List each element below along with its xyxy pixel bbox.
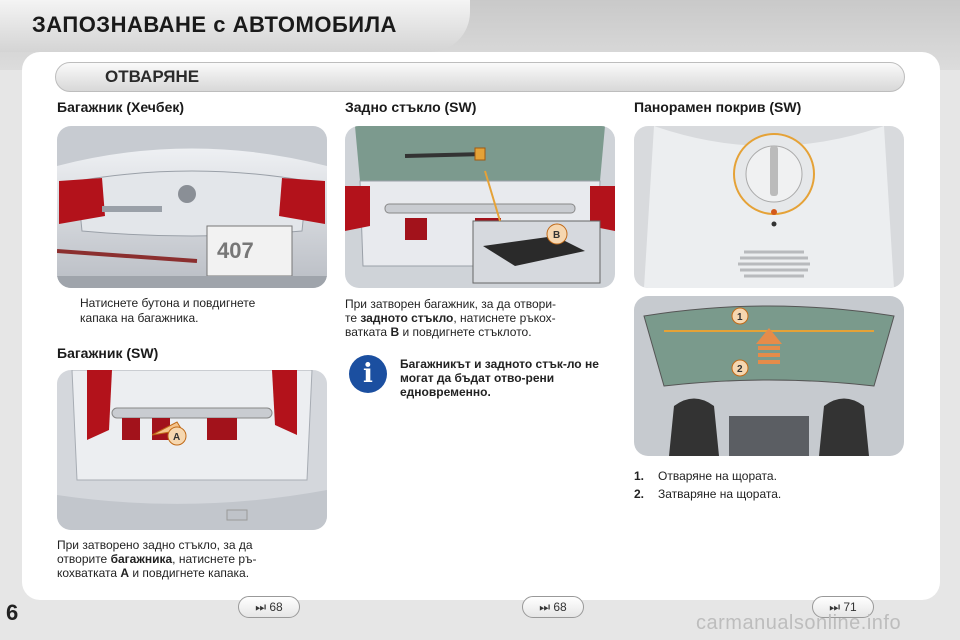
roof-step2-number: 2. bbox=[634, 487, 645, 501]
section-title: ОТВАРЯНЕ bbox=[105, 67, 200, 86]
info-icon: i bbox=[349, 355, 387, 393]
svg-text:B: B bbox=[553, 230, 561, 241]
rear-window-image bbox=[345, 126, 615, 288]
sw-trunk-instruction-line2: отворите багажника, натиснете ръ- bbox=[57, 552, 257, 566]
rear-window-instruction-line3: ватката B и повдигнете стъклото. bbox=[345, 325, 532, 339]
roof-step1-text: Отваряне на щората. bbox=[658, 469, 777, 483]
watermark: carmanualsonline.info bbox=[696, 612, 902, 634]
info-note: Багажникът и задното стък-ло не могат да бъдат отво-рени едновременно. bbox=[400, 357, 599, 399]
page-ref-link-71[interactable]: ⏭ 71 bbox=[812, 596, 874, 618]
hatchback-instruction-line2: капака на багажника. bbox=[80, 311, 199, 325]
sw-trunk-instruction-line3: кохватката A и повдигнете капака. bbox=[57, 566, 250, 580]
heading-panoramic-roof: Панорамен покрив (SW) bbox=[634, 99, 802, 115]
heading-rear-window: Задно стъкло (SW) bbox=[345, 99, 477, 115]
svg-text:407: 407 bbox=[217, 238, 254, 263]
rear-window-instruction-line1: При затворен багажник, за да отвори- bbox=[345, 297, 557, 311]
page-ref-link-68-b[interactable]: ⏭ 68 bbox=[522, 596, 584, 618]
page-number: 6 bbox=[6, 600, 19, 625]
sw-trunk-image bbox=[57, 370, 327, 530]
rear-window-instruction-line2: те задното стъкло, натиснете ръкох- bbox=[345, 311, 556, 325]
svg-text:1: 1 bbox=[737, 312, 743, 323]
hatchback-trunk-image bbox=[57, 126, 327, 288]
roof-step1-number: 1. bbox=[634, 469, 645, 483]
roof-control-image bbox=[634, 126, 904, 288]
svg-text:A: A bbox=[173, 432, 181, 443]
heading-hatchback-trunk: Багажник (Хечбек) bbox=[57, 99, 185, 115]
page-ref-link-68-a[interactable]: ⏭ 68 bbox=[238, 596, 300, 618]
sw-trunk-instruction-line1: При затворено задно стъкло, за да bbox=[57, 538, 253, 552]
sunblind-image bbox=[634, 296, 904, 456]
roof-step2-text: Затваряне на щората. bbox=[658, 487, 782, 501]
svg-text:2: 2 bbox=[737, 364, 743, 375]
hatchback-instruction-line1: Натиснете бутона и повдигнете bbox=[80, 296, 256, 310]
page-title: ЗАПОЗНАВАНЕ с АВТОМОБИЛА bbox=[32, 12, 397, 37]
heading-sw-trunk: Багажник (SW) bbox=[57, 345, 159, 361]
